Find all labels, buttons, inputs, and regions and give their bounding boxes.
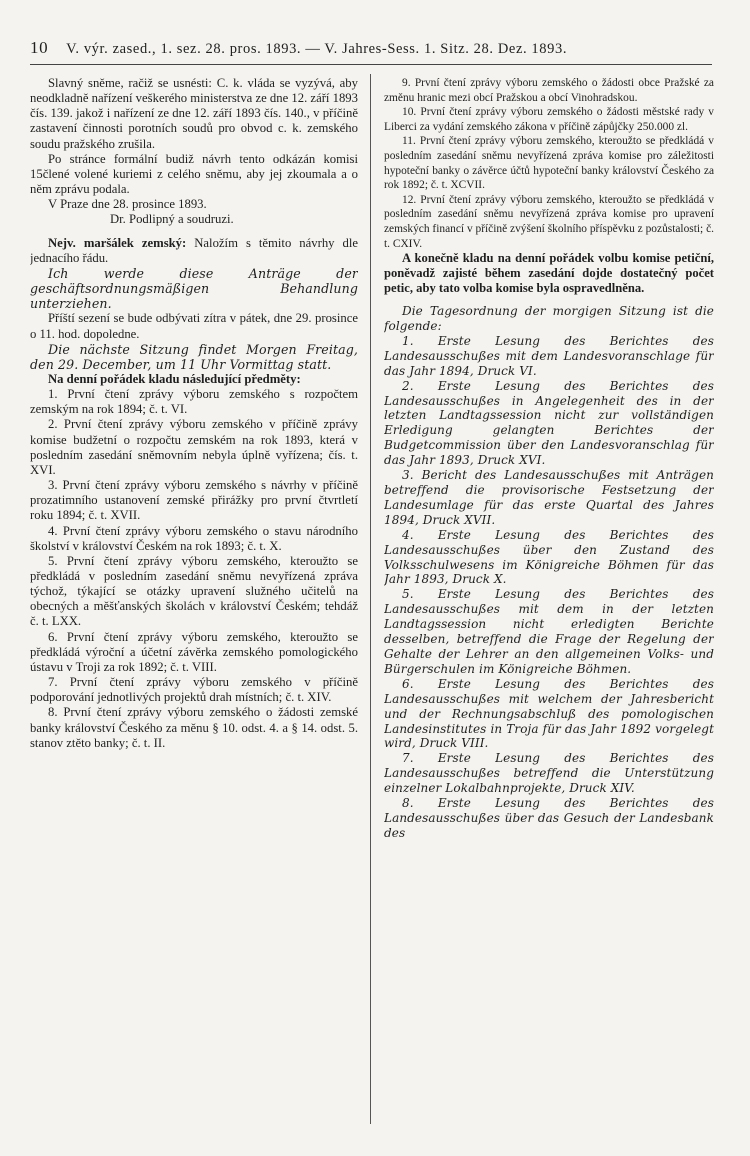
agenda-item: 8. První čtení zprávy výboru zemského o žádosti zemské banky království Českého za měnu § 10. odst. 4. a § 14. odst. 5. stanov ztěto banky; č. t. II.	[30, 705, 358, 750]
next-session-cz: Příští sezení se bude odbývati zítra v pátek, dne 29. prosince o 11. hod. dopoledne.	[30, 311, 358, 341]
left-column	[30, 76, 358, 1126]
agenda-item-de: 1. Erste Lesung des Berichtes des Landesausschußes mit dem Landesvoranschlage für das Jahr 1894, Druck VI.	[384, 333, 714, 378]
agenda-item: 1. První čtení zprávy výboru zemského s rozpočtem zemským na rok 1894; č. t. VI.	[30, 387, 358, 417]
running-title: V. výr. zased., 1. sez. 28. pros. 1893. — V. Jahres-Sess. 1. Sitz. 28. Dez. 1893.	[66, 41, 568, 57]
agenda-item-de: 3. Bericht des Landesausschußes mit Anträgen betreffend die provisorische Festsetzung der Landesumlage für das erste Quartal des Jahres 1894, Druck XVII.	[384, 468, 714, 527]
agenda-item-de: 4. Erste Lesung des Berichtes des Landesausschußes über den Zustand des Volksschulwesens im Königreiche Böhmen für das Jahr 1893, Druck X.	[384, 527, 714, 587]
running-header	[30, 38, 710, 64]
agenda-item-de: 2. Erste Lesung des Berichtes des Landesausschußes in Angelegenheit des in der letzten Landtagssession nicht zur vollständigen Erledigung gelangten Berichtes der Budgetcommission über den Landesvoranschlag für das Jahr 1893, Druck XVI.	[384, 378, 714, 468]
petition-election: A konečně kladu na denní pořádek volbu komise petiční, poněvadž zajisté během zasedání dojde dostatečný počet petic, aby tato volba komise byla ospravedlněna.	[384, 251, 714, 296]
agenda-item: 10. První čtení zprávy výboru zemského o žádosti městské rady v Liberci za vydání zemského zákona v příčině zápůjčky 250.000 zl.	[384, 106, 714, 133]
next-session-de: Die nächste Sitzung findet Morgen Freitag, den 29. December, um 11 Uhr Vormittag statt.	[30, 341, 358, 372]
agenda-item-de: 5. Erste Lesung des Berichtes des Landesausschußes mit dem in der letzten Landtagssession nicht erledigten Berichte desselben, betreffend die Frage der Regelung der Gehalte der Lehrer an den allgemeinen Volks- und Bürgerschulen im Königreiche Böhmen.	[384, 587, 714, 676]
agenda-item: 5. První čtení zprávy výboru zemského, kteroužto se předkládá v posledním zasedání sněmu nevyřízená zpráva týchož, týkající se otázky upravení služného učitelů na obecných a měšťanských školách v království Českém; tehdáž č. t. LXX.	[30, 553, 358, 629]
motion-signature: Dr. Podlipný a soudruzi.	[110, 212, 234, 227]
agenda-item: 12. První čtení zprávy výboru zemského, kteroužto se předkládá v posledním zasedání sněmu nevyřízená zpráva komise pro upravení zemských financí v příčině zvýšení školního příspěvku z pozůstalosti; č. t. CXIV.	[384, 193, 714, 250]
column-divider	[370, 74, 371, 1124]
agenda-item: 11. První čtení zprávy výboru zemského, kteroužto se předkládá v posledním zasedání sněmu nevyřízená zpráva komise pro záležitosti hypoteční banky o závěrce účtů hypoteční banky království Českého za rok 1892; č. t. XCVII.	[384, 135, 714, 192]
agenda-item: 4. První čtení zprávy výboru zemského o stavu národního školství v království Českém na rok 1893; č. t. X.	[30, 523, 358, 553]
right-column	[384, 76, 714, 1126]
agenda-item: 3. První čtení zprávy výboru zemského s návrhy v příčině prozatimního ustanovení zemské přirážky pro první čtvrtletí roku 1894; č. t. XVII.	[30, 478, 358, 523]
agenda-item-de: 6. Erste Lesung des Berichtes des Landesausschußes mit welchem der Jahresbericht und der Rechnungsabschluß des pomologischen Landesinstitutes in Troja für das Jahr 1892 vorgelegt wird, Druck VIII.	[384, 676, 714, 751]
marshal-label: Nejv. maršálek zemský:	[48, 235, 187, 250]
agenda-item: 2. První čtení zprávy výboru zemského v příčině zprávy komise budžetní o rozpočtu zemském na rok 1893, která v posledním zasedání sněmovním nebyla úplně vyřízena; čís. t. XVI.	[30, 417, 358, 477]
agenda-item: 6. První čtení zprávy výboru zemského, kteroužto se předkládá výroční a účetní závěrka zemského pomologického ústavu v Troji za rok 1892; č. t. VIII.	[30, 629, 358, 674]
page-number: 10	[30, 38, 49, 57]
agenda-intro-de: Die Tagesordnung der morgigen Sitzung ist die folgende:	[384, 304, 714, 334]
marshal-statement-de: Ich werde diese Anträge der geschäftsordnungsmäßigen Behandlung unterziehen.	[30, 265, 358, 312]
agenda-title: Na denní pořádek kladu následující předměty:	[48, 371, 301, 386]
agenda-item-de: 8. Erste Lesung des Berichtes des Landesausschußes über das Gesuch der Landesbank des	[384, 796, 714, 840]
motion-text: Slavný sněme, račiž se usnésti: C. k. vláda se vyzývá, aby neodkladně nařízení veškerého ministerstva ze dne 12. září 1893 čís. 139. jakož i nařízení ze dne 12. září 1893 čís. 140., v příčině zastavení činnosti porotních soudů pro obvod c. k. zemského soudu pražského zrušila.	[30, 76, 358, 151]
agenda-item: 7. První čtení zprávy výboru zemského v příčině podporování jednotlivých projektů drah místních; č. t. XIV.	[30, 675, 358, 705]
agenda-item-de: 7. Erste Lesung des Berichtes des Landesausschußes betreffend die Unterstützung einzelner Lokalbahnprojekte, Druck XIV.	[384, 751, 714, 796]
motion-formal: Po stránce formální budiž návrh tento odkázán komisi 15člené volené kuriemi z celého sněmu, aby jej zkoumala a o něm zprávu podala.	[30, 151, 358, 197]
marshal-text: Naložím s těmito návrhy dle jednacího řádu.	[30, 235, 358, 265]
motion-date: V Praze dne 28. prosince 1893.	[48, 197, 207, 212]
header-rule	[30, 64, 712, 65]
agenda-item: 9. První čtení zprávy výboru zemského o žádosti obce Pražské za změnu hranic mezi obcí Pražskou a obcí Vinohradskou.	[384, 77, 714, 104]
marshal-statement	[30, 236, 358, 266]
